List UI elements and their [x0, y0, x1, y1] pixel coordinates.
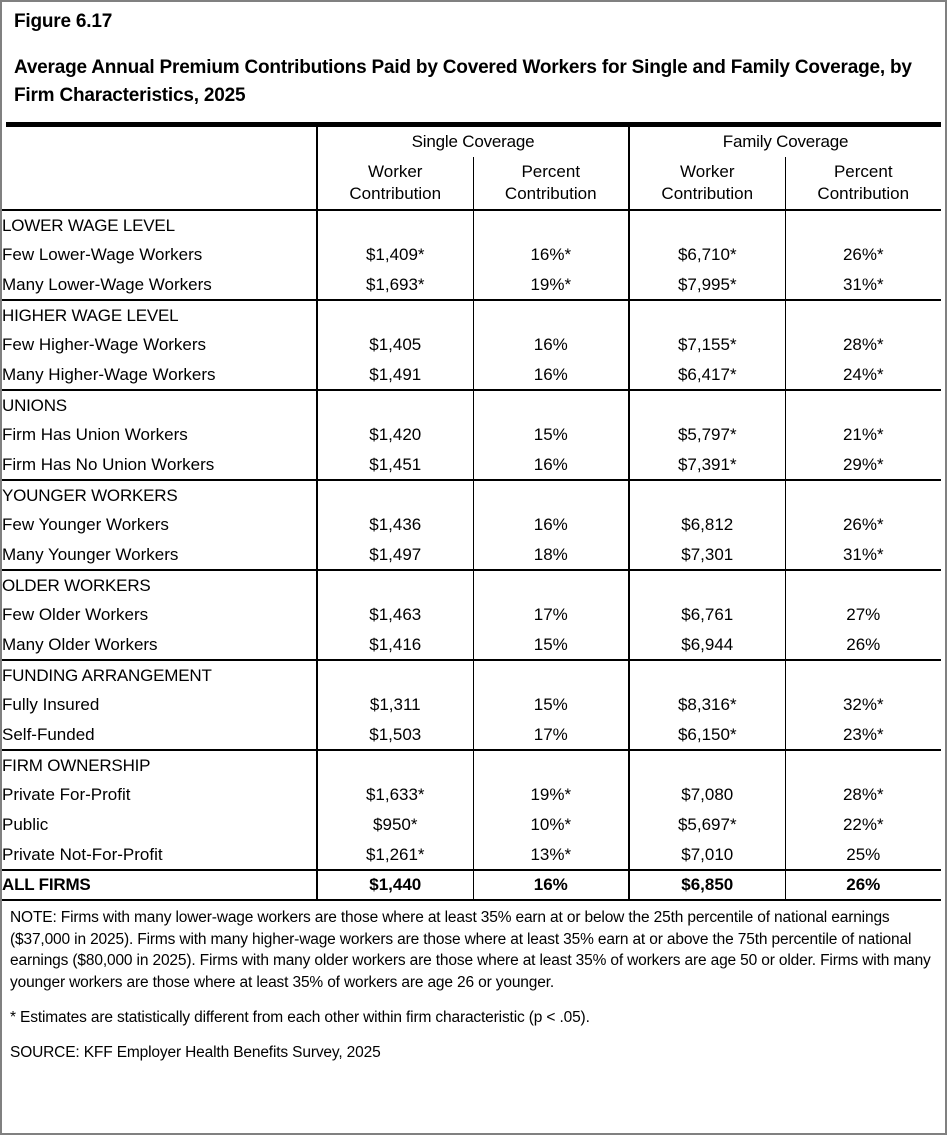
section-heading: UNIONS [2, 390, 317, 420]
row-value: $6,944 [629, 630, 785, 660]
section-heading-spacer [473, 210, 629, 240]
row-label: Firm Has No Union Workers [2, 454, 215, 474]
section-heading-spacer [473, 480, 629, 510]
row-value: 16% [473, 510, 629, 540]
section-heading: OLDER WORKERS [2, 570, 317, 600]
table-row [2, 600, 941, 630]
row-value: $7,155* [629, 330, 785, 360]
row-value: 17% [473, 720, 629, 750]
table-row [2, 540, 941, 570]
column-sub-header: Worker Contribution [629, 157, 785, 210]
row-label: Many Higher-Wage Workers [2, 364, 216, 384]
section-heading-spacer [629, 390, 785, 420]
table-row [2, 450, 941, 480]
section-heading: LOWER WAGE LEVEL [2, 215, 175, 235]
row-value: $950* [317, 810, 473, 840]
figure-label: Figure 6.17 [14, 11, 113, 32]
row-value: 22%* [785, 810, 941, 840]
row-value: $1,693* [317, 270, 473, 300]
row-label: Public [2, 815, 49, 834]
row-value: $7,391* [629, 450, 785, 480]
section-heading-spacer [473, 660, 629, 690]
total-value: 16% [473, 870, 629, 900]
column-group-header: Family Coverage [629, 127, 941, 157]
section-heading-spacer [473, 750, 629, 780]
row-value: $6,417* [629, 360, 785, 390]
table-row [2, 810, 941, 840]
section-heading-spacer [785, 660, 941, 690]
section-heading-spacer [473, 300, 629, 330]
row-value: 25% [785, 840, 941, 870]
row-value: $7,010 [629, 840, 785, 870]
row-label: Fully Insured [2, 695, 100, 714]
table-row [2, 360, 941, 390]
row-value: $1,633* [317, 780, 473, 810]
section-heading-spacer [785, 210, 941, 240]
row-label: Few Higher-Wage Workers [2, 335, 207, 354]
row-label: Self-Funded [2, 724, 95, 744]
table-row [2, 720, 941, 750]
row-value: $8,316* [629, 690, 785, 720]
total-label: ALL FIRMS [2, 870, 317, 900]
section-heading-spacer [317, 390, 473, 420]
table-row [2, 780, 941, 810]
row-value: 17% [473, 600, 629, 630]
table-row [2, 690, 941, 720]
row-value: $1,416 [317, 630, 473, 660]
row-value: $1,261* [317, 840, 473, 870]
header-corner [2, 127, 317, 157]
section-heading-spacer [785, 750, 941, 780]
table-section-heading-row [2, 660, 941, 690]
row-value: $1,409* [317, 240, 473, 270]
row-value: 16% [473, 330, 629, 360]
row-value: $5,797* [629, 420, 785, 450]
total-value: $6,850 [629, 870, 785, 900]
section-heading-spacer [629, 210, 785, 240]
table-row [2, 840, 941, 870]
section-heading-spacer [785, 390, 941, 420]
row-value: 16% [473, 450, 629, 480]
section-heading-spacer [473, 570, 629, 600]
row-value: 26% [785, 630, 941, 660]
table-row [2, 270, 941, 300]
section-heading-spacer [785, 570, 941, 600]
row-value: 31%* [785, 270, 941, 300]
column-sub-header: Worker Contribution [317, 157, 473, 210]
row-value: 15% [473, 420, 629, 450]
table-section-heading-row [2, 480, 941, 510]
row-label: Private Not-For-Profit [2, 844, 163, 864]
section-heading-spacer [317, 660, 473, 690]
row-value: 10%* [473, 810, 629, 840]
source-note: SOURCE: KFF Employer Health Benefits Survey, 2025 [10, 1043, 381, 1061]
section-heading-spacer [629, 660, 785, 690]
table-total-row [2, 870, 941, 900]
row-value: 23%* [785, 720, 941, 750]
row-value: 28%* [785, 780, 941, 810]
section-heading-spacer [785, 480, 941, 510]
row-value: 31%* [785, 540, 941, 570]
table-row [2, 240, 941, 270]
row-label: Many Older Workers [2, 634, 158, 654]
row-value: 24%* [785, 360, 941, 390]
row-value: 26%* [785, 240, 941, 270]
row-value: 16%* [473, 240, 629, 270]
row-value: 13%* [473, 840, 629, 870]
title-block [2, 2, 945, 110]
section-heading-spacer [629, 300, 785, 330]
row-value: $6,761 [629, 600, 785, 630]
table-row [2, 630, 941, 660]
section-heading-spacer [629, 570, 785, 600]
row-value: 26%* [785, 510, 941, 540]
table-row [2, 330, 941, 360]
row-value: 29%* [785, 450, 941, 480]
table-section-heading-row [2, 390, 941, 420]
total-value: $1,440 [317, 870, 473, 900]
total-value: 26% [785, 870, 941, 900]
section-heading-spacer [785, 300, 941, 330]
row-value: $6,710* [629, 240, 785, 270]
row-value: 15% [473, 690, 629, 720]
row-value: $1,497 [317, 540, 473, 570]
section-heading-spacer [317, 570, 473, 600]
table-row [2, 420, 941, 450]
section-heading-spacer [317, 750, 473, 780]
page-title: Average Annual Premium Contributions Paid by Covered Workers for Single and Family Coverage, by Firm Characteristics, 2025 [14, 57, 912, 106]
column-sub-header: Percent Contribution [785, 157, 941, 210]
row-value: $1,503 [317, 720, 473, 750]
premium-contributions-table [2, 127, 941, 901]
table-section-heading-row [2, 210, 941, 240]
row-label: Few Older Workers [2, 605, 149, 624]
row-label: Few Lower-Wage Workers [2, 245, 203, 264]
row-value: $7,080 [629, 780, 785, 810]
row-value: 28%* [785, 330, 941, 360]
row-label: Firm Has Union Workers [2, 425, 188, 444]
footnotes [2, 901, 945, 1063]
row-value: $1,311 [317, 690, 473, 720]
row-value: 15% [473, 630, 629, 660]
section-heading: HIGHER WAGE LEVEL [2, 300, 317, 330]
section-heading-spacer [629, 750, 785, 780]
row-value: 32%* [785, 690, 941, 720]
row-value: 18% [473, 540, 629, 570]
row-value: $1,405 [317, 330, 473, 360]
row-value: $7,995* [629, 270, 785, 300]
section-heading-spacer [317, 480, 473, 510]
row-value: $1,420 [317, 420, 473, 450]
row-value: 27% [785, 600, 941, 630]
row-label: Many Lower-Wage Workers [2, 274, 212, 294]
column-sub-header: Percent Contribution [473, 157, 629, 210]
section-heading-spacer [629, 480, 785, 510]
section-heading: YOUNGER WORKERS [2, 480, 317, 510]
table-section-heading-row [2, 750, 941, 780]
note-text: NOTE: Firms with many lower-wage workers are those where at least 35% earn at or below the 25th percentile of national earnings ($37,000 in 2025). Firms with many higher-wage workers are those where at least 35% earn at or above the 75th percentile of national earnings ($80,000 in 2025). Firms with many older workers are those where at least 35% of workers are age 50 or older. Firms with many younger workers are those where at least 35% of workers are age 26 or younger. [10, 909, 931, 991]
row-label: Few Younger Workers [2, 515, 169, 534]
table-header-groups [2, 127, 941, 157]
row-label: Many Younger Workers [2, 544, 179, 564]
table-header-subs [2, 157, 941, 210]
section-heading-spacer [317, 210, 473, 240]
row-value: 21%* [785, 420, 941, 450]
section-heading: FIRM OWNERSHIP [2, 750, 317, 780]
row-value: $6,812 [629, 510, 785, 540]
table-section-heading-row [2, 570, 941, 600]
table-row [2, 510, 941, 540]
row-value: $5,697* [629, 810, 785, 840]
row-value: $7,301 [629, 540, 785, 570]
row-value: 19%* [473, 270, 629, 300]
section-heading: FUNDING ARRANGEMENT [2, 660, 317, 690]
row-value: 16% [473, 360, 629, 390]
row-value: $1,491 [317, 360, 473, 390]
significance-note: * Estimates are statistically different from each other within firm characteristic (p < .05). [10, 1009, 590, 1026]
table-section-heading-row [2, 300, 941, 330]
row-value: $1,463 [317, 600, 473, 630]
section-heading-spacer [317, 300, 473, 330]
row-value: $1,451 [317, 450, 473, 480]
row-label: Private For-Profit [2, 785, 131, 804]
column-group-header: Single Coverage [317, 127, 629, 157]
row-value: $1,436 [317, 510, 473, 540]
row-value: $6,150* [629, 720, 785, 750]
row-value: 19%* [473, 780, 629, 810]
section-heading-spacer [473, 390, 629, 420]
header-corner-blank [2, 157, 317, 210]
